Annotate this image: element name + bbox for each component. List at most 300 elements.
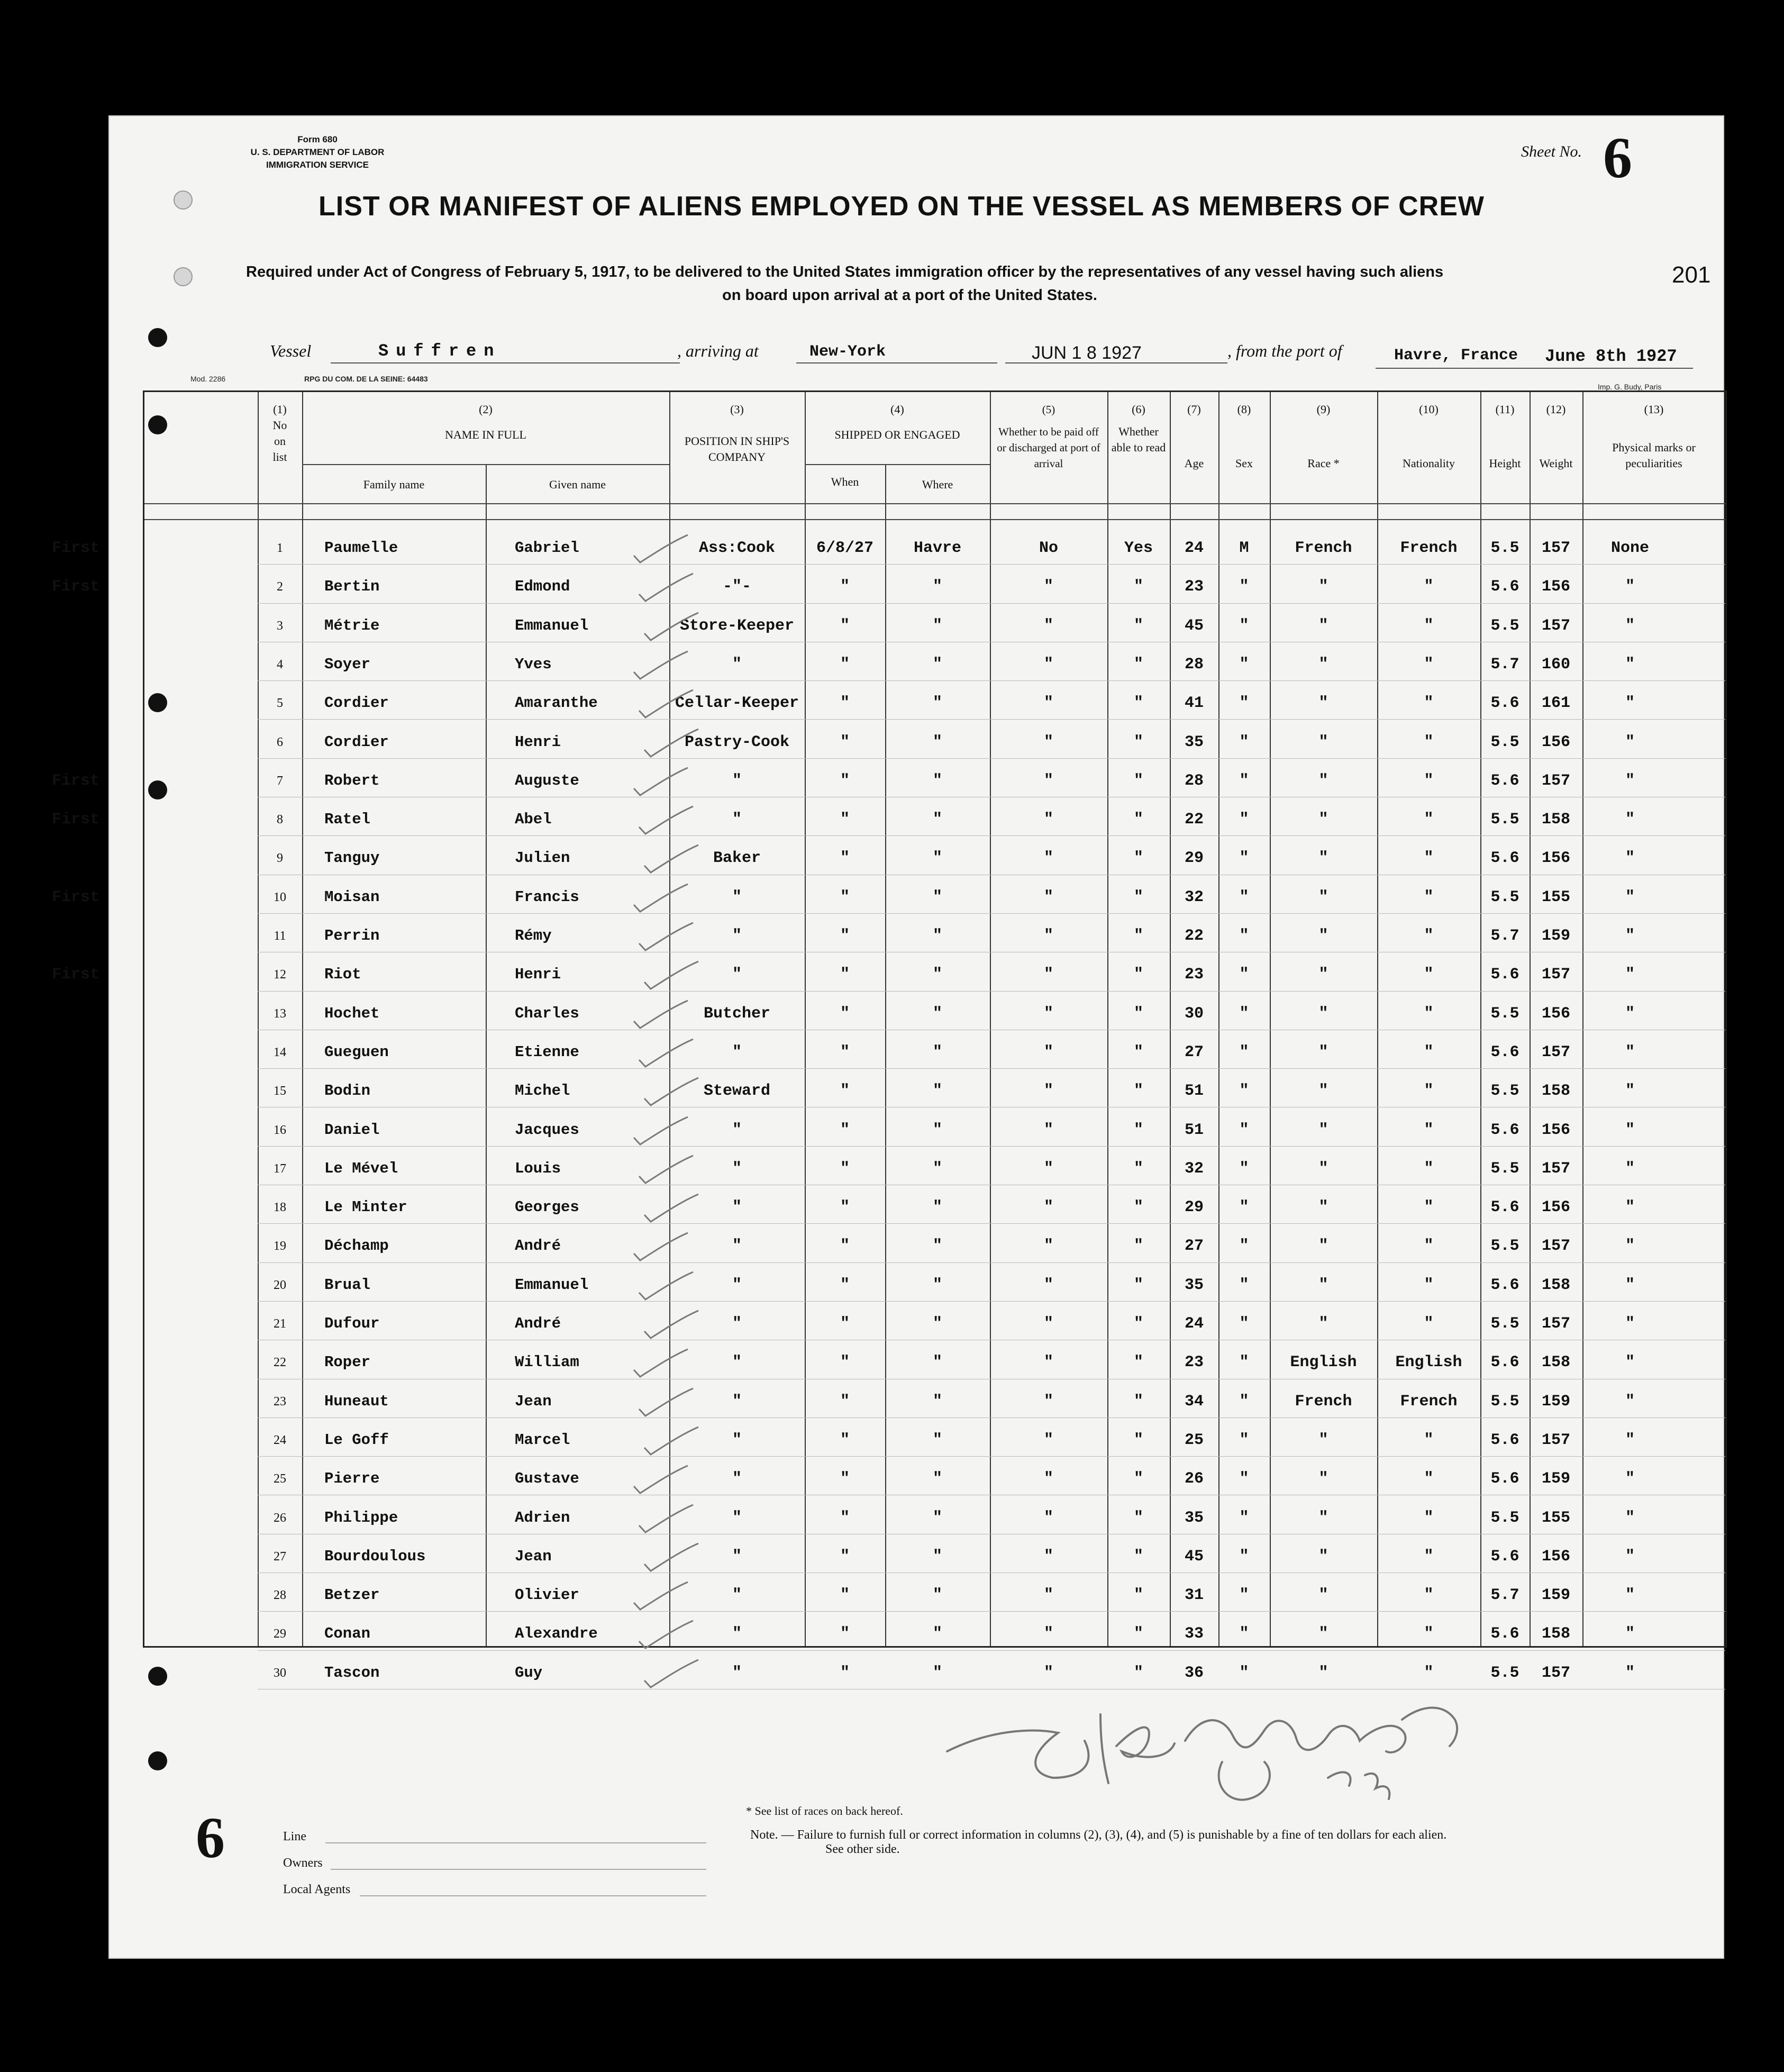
cell-weight: 158 <box>1541 1625 1570 1643</box>
col-paid-header: (5) Whether to be paid off or discharged at port of arrival <box>997 403 1100 470</box>
cell-race: " <box>1318 849 1328 868</box>
cell-race: " <box>1318 616 1328 635</box>
cell-nationality: " <box>1424 1547 1434 1566</box>
cell-marks: " <box>1625 1431 1635 1449</box>
from-port-label: , from the port of <box>1227 341 1342 360</box>
cell-marks: " <box>1625 1625 1635 1643</box>
cell-marks: " <box>1625 1237 1635 1256</box>
cell-no: 17 <box>274 1161 286 1176</box>
cell-paid: " <box>1043 616 1053 635</box>
cell-marks: " <box>1625 927 1635 945</box>
cell-nationality: " <box>1424 655 1434 674</box>
cell-race: French <box>1295 1392 1352 1411</box>
cell-race: " <box>1318 1315 1328 1333</box>
cell-nationality: " <box>1424 733 1434 751</box>
cell-age: 32 <box>1184 1159 1204 1178</box>
cell-height: 5.6 <box>1490 578 1519 596</box>
cell-paid: " <box>1043 927 1053 945</box>
cell-given: Louis <box>515 1159 561 1177</box>
cell-race: " <box>1318 1276 1328 1294</box>
cell-race: " <box>1318 927 1328 945</box>
cell-race: " <box>1318 1470 1328 1488</box>
cell-family: Tanguy <box>324 849 380 867</box>
cell-nationality: " <box>1424 811 1434 829</box>
cell-read: " <box>1133 1159 1143 1178</box>
cell-height: 5.6 <box>1490 1431 1519 1449</box>
cell-no: 3 <box>277 619 283 633</box>
check-mark-icon <box>629 997 692 1034</box>
cell-age: 27 <box>1184 1043 1204 1061</box>
cell-where: " <box>932 733 942 751</box>
cell-paid: " <box>1043 966 1053 984</box>
cell-race: " <box>1318 811 1328 829</box>
cell-where: " <box>932 811 942 829</box>
cell-when: " <box>840 1547 850 1566</box>
cell-marks: " <box>1625 1198 1635 1217</box>
cell-no: 16 <box>274 1123 286 1137</box>
cell-height: 5.6 <box>1490 1198 1519 1217</box>
cell-age: 32 <box>1184 888 1204 906</box>
punch-hole <box>148 1751 167 1770</box>
check-mark-icon <box>634 570 697 607</box>
cell-read: " <box>1133 888 1143 906</box>
check-mark-icon <box>634 1152 697 1189</box>
cell-paid: " <box>1043 849 1053 868</box>
col-shipped-header: (4) SHIPPED OR ENGAGED <box>834 403 960 441</box>
cell-when: " <box>840 1315 850 1333</box>
table-row <box>144 1315 1725 1353</box>
cell-weight: 157 <box>1541 1043 1570 1061</box>
cell-marks: " <box>1625 578 1635 596</box>
cell-weight: 159 <box>1541 1392 1570 1411</box>
col-position-header: (3) POSITION IN SHIP'S COMPANY <box>684 403 790 464</box>
punch-hole <box>174 267 193 286</box>
check-mark-icon <box>639 1191 703 1228</box>
cell-position: " <box>732 1353 742 1372</box>
cell-given: Gabriel <box>515 539 579 557</box>
cell-family: Ratel <box>324 811 371 829</box>
table-row <box>144 617 1725 656</box>
cell-when: " <box>840 1159 850 1178</box>
cell-sex: " <box>1239 1431 1249 1449</box>
owners-label: Owners <box>283 1856 323 1870</box>
cell-sex: " <box>1239 1198 1249 1217</box>
cell-where: " <box>932 655 942 674</box>
cell-family: Perrin <box>324 927 380 944</box>
cell-paid: " <box>1043 1353 1053 1372</box>
cell-age: 24 <box>1184 1315 1204 1333</box>
cell-paid: " <box>1043 1470 1053 1488</box>
cell-sex: " <box>1239 1315 1249 1333</box>
cell-race: " <box>1318 1121 1328 1139</box>
cell-sex: " <box>1239 1664 1249 1682</box>
col-nationality-header: (10) Nationality <box>1403 403 1455 470</box>
cell-race: " <box>1318 694 1328 713</box>
check-mark-icon <box>629 1462 692 1500</box>
cell-when: " <box>840 1508 850 1527</box>
cell-where: " <box>932 616 942 635</box>
table-row <box>144 1625 1725 1664</box>
table-body <box>52 392 1725 1682</box>
cell-sex: " <box>1239 888 1249 906</box>
cell-position: " <box>732 1237 742 1256</box>
cell-weight: 155 <box>1541 1508 1570 1527</box>
cell-weight: 157 <box>1541 1159 1570 1178</box>
cell-where: " <box>932 1353 942 1372</box>
table-row <box>144 1198 1725 1237</box>
departure-date: June 8th 1927 <box>1545 347 1677 366</box>
cell-height: 5.5 <box>1490 1082 1519 1101</box>
cell-where: " <box>932 1431 942 1449</box>
cell-height: 5.5 <box>1490 616 1519 635</box>
col-age-header: (7) Age <box>1184 403 1204 470</box>
cell-no: 20 <box>274 1278 286 1292</box>
cell-family: Pierre <box>324 1470 380 1488</box>
sheet-label: Sheet No. <box>1521 143 1582 160</box>
table-row <box>144 694 1725 733</box>
cell-race: " <box>1318 1625 1328 1643</box>
cell-no: 13 <box>274 1006 286 1021</box>
check-mark-icon <box>639 1307 703 1344</box>
cell-height: 5.5 <box>1490 1392 1519 1411</box>
cell-where: " <box>932 1237 942 1256</box>
cell-height: 5.7 <box>1490 1586 1519 1605</box>
cell-race: French <box>1295 539 1352 557</box>
cell-no: 15 <box>274 1084 286 1098</box>
cell-nationality: " <box>1424 1431 1434 1449</box>
cell-family: Hochet <box>324 1004 380 1022</box>
cell-nationality: " <box>1424 849 1434 868</box>
cell-age: 22 <box>1184 811 1204 829</box>
cell-family: Bodin <box>324 1082 371 1100</box>
cell-weight: 157 <box>1541 1431 1570 1449</box>
cell-height: 5.6 <box>1490 1353 1519 1372</box>
cell-no: 29 <box>274 1627 286 1641</box>
cell-when: " <box>840 694 850 713</box>
cell-read: " <box>1133 1586 1143 1605</box>
cell-paid: " <box>1043 1043 1053 1061</box>
cell-where: " <box>932 1664 942 1682</box>
cell-weight: 156 <box>1541 1198 1570 1217</box>
cell-marks: " <box>1625 1121 1635 1139</box>
cell-read: " <box>1133 1237 1143 1256</box>
cell-given: Auguste <box>515 771 579 789</box>
cell-nationality: French <box>1400 1392 1458 1411</box>
cell-weight: 159 <box>1541 927 1570 945</box>
cell-race: " <box>1318 1237 1328 1256</box>
cell-race: " <box>1318 578 1328 596</box>
cell-marks: " <box>1625 1508 1635 1527</box>
cell-age: 35 <box>1184 733 1204 751</box>
cell-height: 5.6 <box>1490 1121 1519 1139</box>
cell-paid: " <box>1043 1004 1053 1023</box>
cell-read: " <box>1133 1121 1143 1139</box>
cell-height: 5.6 <box>1490 1470 1519 1488</box>
cell-race: " <box>1318 1664 1328 1682</box>
table-row <box>144 1160 1725 1198</box>
cell-sex: " <box>1239 1547 1249 1566</box>
cell-paid: " <box>1043 1547 1053 1566</box>
cell-paid: " <box>1043 1276 1053 1294</box>
cell-marks: " <box>1625 849 1635 868</box>
cell-family: Philippe <box>324 1508 398 1526</box>
cell-sex: " <box>1239 1470 1249 1488</box>
cell-when: " <box>840 927 850 945</box>
cell-marks: " <box>1625 616 1635 635</box>
check-mark-icon <box>634 1269 697 1306</box>
cell-position: " <box>732 966 742 984</box>
cell-weight: 158 <box>1541 811 1570 829</box>
table-row <box>52 811 1725 849</box>
check-mark-icon <box>634 1502 697 1539</box>
cell-position: " <box>732 655 742 674</box>
footer-sheet-number: 6 <box>196 1805 225 1870</box>
cell-height: 5.6 <box>1490 1625 1519 1643</box>
table-row <box>144 733 1725 772</box>
table-row <box>144 1509 1725 1548</box>
race-footnote: * See list of races on back hereof. <box>746 1804 903 1817</box>
cell-age: 27 <box>1184 1237 1204 1256</box>
cell-race: " <box>1318 1159 1328 1178</box>
cell-given: André <box>515 1315 561 1332</box>
cell-race: " <box>1318 888 1328 906</box>
check-mark-icon <box>639 1657 703 1694</box>
cell-age: 23 <box>1184 966 1204 984</box>
cell-read: " <box>1133 1004 1143 1023</box>
cell-weight: 161 <box>1541 694 1570 713</box>
cell-where: " <box>932 1315 942 1333</box>
margin-note: First <box>52 539 100 557</box>
cell-read: " <box>1133 1392 1143 1411</box>
cell-sex: " <box>1239 1508 1249 1527</box>
cell-when: " <box>840 1353 850 1372</box>
cell-when: 6/8/27 <box>816 539 874 557</box>
cell-given: André <box>515 1237 561 1255</box>
vessel-name: Suffren <box>378 341 502 361</box>
cell-weight: 158 <box>1541 1353 1570 1372</box>
check-mark-icon <box>629 1230 692 1267</box>
cell-given: Edmond <box>515 578 570 596</box>
cell-read: " <box>1133 616 1143 635</box>
cell-family: Brual <box>324 1276 371 1294</box>
cell-age: 28 <box>1184 655 1204 674</box>
cell-when: " <box>840 771 850 790</box>
cell-no: 23 <box>274 1394 286 1408</box>
cell-when: " <box>840 1586 850 1605</box>
cell-given: Michel <box>515 1082 570 1100</box>
cell-age: 29 <box>1184 1198 1204 1217</box>
cell-position: " <box>732 1470 742 1488</box>
cell-where: " <box>932 1082 942 1101</box>
cell-given: Henri <box>515 733 561 751</box>
cell-given: Olivier <box>515 1586 579 1604</box>
cell-position: " <box>732 1276 742 1294</box>
cell-height: 5.6 <box>1490 771 1519 790</box>
cell-where: " <box>932 1276 942 1294</box>
table-row <box>144 656 1725 694</box>
cell-weight: 159 <box>1541 1470 1570 1488</box>
cell-age: 51 <box>1184 1082 1204 1101</box>
cell-read: " <box>1133 1664 1143 1682</box>
cell-age: 25 <box>1184 1431 1204 1449</box>
cell-where: " <box>932 1586 942 1605</box>
cell-no: 22 <box>274 1356 286 1370</box>
cell-weight: 157 <box>1541 616 1570 635</box>
cell-read: " <box>1133 849 1143 868</box>
col-height-header: (11) Height <box>1489 403 1521 470</box>
cell-when: " <box>840 1664 850 1682</box>
cell-position: " <box>732 1547 742 1566</box>
cell-where: " <box>932 927 942 945</box>
cell-read: " <box>1133 1508 1143 1527</box>
cell-read: " <box>1133 1082 1143 1101</box>
cell-read: " <box>1133 1625 1143 1643</box>
cell-marks: " <box>1625 1470 1635 1488</box>
cell-sex: " <box>1239 1159 1249 1178</box>
table-row <box>144 1431 1725 1470</box>
cell-family: Robert <box>324 771 380 789</box>
cell-marks: " <box>1625 733 1635 751</box>
cell-paid: " <box>1043 1392 1053 1411</box>
cell-weight: 158 <box>1541 1082 1570 1101</box>
cell-position: " <box>732 888 742 906</box>
cell-nationality: " <box>1424 1237 1434 1256</box>
cell-given: Yves <box>515 655 552 673</box>
cell-paid: " <box>1043 655 1053 674</box>
cell-where: " <box>932 1625 942 1643</box>
arrival-date-stamp: JUN 1 8 1927 <box>1032 343 1142 363</box>
rpg-number: RPG DU COM. DE LA SEINE: 64483 <box>304 375 428 383</box>
cell-no: 11 <box>274 929 286 943</box>
col-given-header: Given name <box>549 478 606 491</box>
cell-read: " <box>1133 733 1143 751</box>
cell-sex: " <box>1239 1276 1249 1294</box>
cell-position: " <box>732 1508 742 1527</box>
margin-note: First <box>52 578 100 596</box>
cell-nationality: " <box>1424 1043 1434 1061</box>
cell-where: " <box>932 966 942 984</box>
col-sex-header: (8) Sex <box>1235 403 1253 470</box>
cell-race: English <box>1290 1353 1357 1372</box>
cell-position: Butcher <box>703 1004 771 1023</box>
cell-nationality: " <box>1424 1586 1434 1605</box>
cell-age: 45 <box>1184 1547 1204 1566</box>
cell-read: " <box>1133 1276 1143 1294</box>
cell-marks: " <box>1625 655 1635 674</box>
punch-hole <box>148 328 167 347</box>
cell-weight: 157 <box>1541 1664 1570 1682</box>
arriving-port: New-York <box>809 343 886 361</box>
table-row <box>144 1470 1725 1508</box>
cell-paid: " <box>1043 888 1053 906</box>
cell-age: 23 <box>1184 578 1204 596</box>
cell-family: Soyer <box>324 655 371 673</box>
arriving-label: , arriving at <box>677 341 759 360</box>
cell-paid: " <box>1043 1315 1053 1333</box>
cell-height: 5.7 <box>1490 927 1519 945</box>
cell-read: " <box>1133 811 1143 829</box>
check-mark-icon <box>634 1036 697 1073</box>
cell-paid: " <box>1043 1121 1053 1139</box>
cell-paid: " <box>1043 1198 1053 1217</box>
cell-sex: " <box>1239 811 1249 829</box>
cell-race: " <box>1318 1508 1328 1527</box>
cell-age: 22 <box>1184 927 1204 945</box>
cell-family: Gueguen <box>324 1043 389 1061</box>
cell-weight: 157 <box>1541 771 1570 790</box>
cell-family: Daniel <box>324 1121 380 1139</box>
table-row <box>144 1121 1725 1160</box>
table-row <box>52 888 1725 927</box>
cell-paid: " <box>1043 1664 1053 1682</box>
check-mark-icon <box>629 1346 692 1383</box>
cell-sex: " <box>1239 1586 1249 1605</box>
cell-given: Henri <box>515 966 561 984</box>
col-family-header: Family name <box>363 478 425 491</box>
table-row <box>144 1353 1725 1392</box>
check-mark-icon <box>629 1579 692 1616</box>
cell-paid: No <box>1039 539 1058 557</box>
cell-marks: None <box>1610 539 1649 557</box>
cell-position: " <box>732 1159 742 1178</box>
cell-paid: " <box>1043 733 1053 751</box>
cell-given: Charles <box>515 1004 579 1022</box>
cell-read: " <box>1133 578 1143 596</box>
margin-note: First <box>52 771 100 790</box>
col-weight-header: (12) Weight <box>1539 403 1573 470</box>
cell-family: Huneaut <box>324 1392 389 1410</box>
cell-given: Guy <box>515 1664 543 1682</box>
cell-height: 5.6 <box>1490 849 1519 868</box>
cell-family: Cordier <box>324 733 389 751</box>
margin-note: First <box>52 966 100 984</box>
cell-no: 25 <box>274 1472 286 1486</box>
cell-position: " <box>732 1121 742 1139</box>
cell-sex: " <box>1239 1237 1249 1256</box>
table-row <box>144 1548 1725 1586</box>
col-no-header: (1) No on list <box>272 403 287 464</box>
cell-marks: " <box>1625 1004 1635 1023</box>
cell-age: 28 <box>1184 771 1204 790</box>
cell-paid: " <box>1043 1586 1053 1605</box>
cell-age: 29 <box>1184 849 1204 868</box>
cell-position: " <box>732 1586 742 1605</box>
margin-note: First <box>52 811 100 829</box>
cell-read: " <box>1133 1043 1143 1061</box>
cell-when: " <box>840 1392 850 1411</box>
check-mark-icon <box>639 1540 703 1577</box>
cell-age: 35 <box>1184 1276 1204 1294</box>
cell-where: " <box>932 1121 942 1139</box>
cell-no: 5 <box>277 696 283 711</box>
cell-position: " <box>732 771 742 790</box>
cell-height: 5.5 <box>1490 888 1519 906</box>
cell-race: " <box>1318 1586 1328 1605</box>
cell-where: " <box>932 849 942 868</box>
cell-family: Bertin <box>324 578 380 596</box>
col-where-header: Where <box>922 478 953 491</box>
cell-where: " <box>932 1198 942 1217</box>
cell-no: 6 <box>277 735 283 749</box>
cell-where: " <box>932 694 942 713</box>
cell-age: 51 <box>1184 1121 1204 1139</box>
cell-nationality: " <box>1424 1664 1434 1682</box>
cell-given: Marcel <box>515 1431 570 1449</box>
check-mark-icon <box>639 1075 703 1112</box>
cell-sex: " <box>1239 578 1249 596</box>
cell-read: " <box>1133 1315 1143 1333</box>
cell-paid: " <box>1043 694 1053 713</box>
